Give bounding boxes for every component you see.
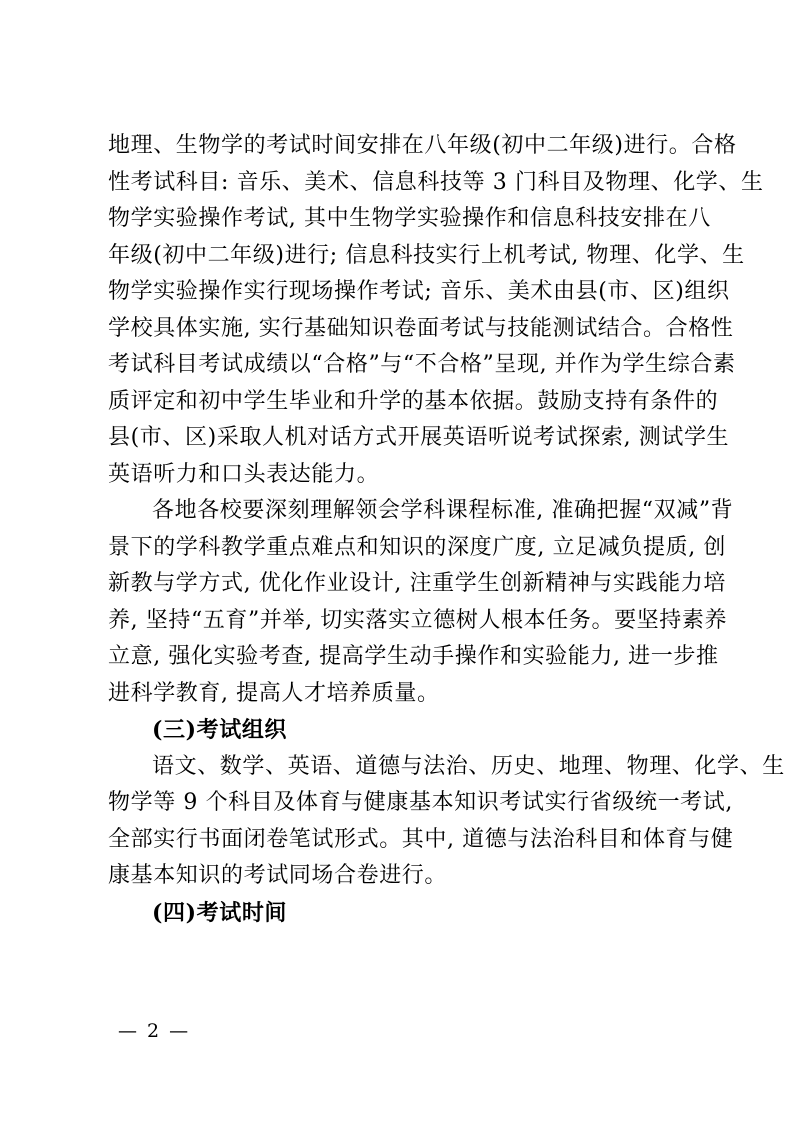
text-line: 康基本知识的考试同场合卷进行。 [108,863,448,888]
text-line: 县(市、区)采取人机对话方式开展英语听说考试探索, 测试学生 [108,425,730,450]
text-line: 英语听力和口头表达能力。 [108,461,380,487]
text-line: 学校具体实施, 实行基础知识卷面考试与技能测试结合。合格性 [108,315,734,341]
page-number: — 2 — [118,1020,191,1042]
text-line: 地理、生物学的考试时间安排在八年级(初中二年级)进行。合格 [108,133,737,158]
text-line: 全部实行书面闭卷笔试形式。其中, 道德与法治科目和体育与健 [108,826,734,852]
text-line: 新教与学方式, 优化作业设计, 注重学生创新精神与实践能力培 [108,571,726,596]
text-line: 景下的学科教学重点难点和知识的深度广度, 立足减负提质, 创 [108,534,726,560]
text-line: 物学实验操作考试, 其中生物学实验操作和信息科技安排在八 [108,206,711,231]
text-line: 物学实验操作实行现场操作考试; 音乐、美术由县(市、区)组织 [108,279,730,304]
text-line: 养, 坚持“五育”并举, 切实落实立德树人根本任务。要坚持素养 [108,607,728,633]
text-line: 进科学教育, 提高人才培养质量。 [108,680,440,706]
section-heading-exam-time: (四)考试时间 [152,899,288,926]
text-line: 质评定和初中学生毕业和升学的基本依据。鼓励支持有条件的 [108,388,719,414]
paragraph-first-line: 各地各校要深刻理解领会学科课程标准, 准确把握“双减”背 [152,498,734,523]
section-heading-exam-organization: (三)考试组织 [152,717,288,743]
paragraph-first-line: 语文、数学、英语、道德与法治、历史、地理、物理、化学、生 [152,753,785,779]
text-line: 考试科目考试成绩以“合格”与“不合格”呈现, 并作为学生综合素 [108,352,736,377]
text-line: 性考试科目: 音乐、美术、信息科技等 3 门科目及物理、化学、生 [108,169,764,195]
document-body [108,128,785,931]
text-line: 立意, 强化实验考查, 提高学生动手操作和实验能力, 进一步推 [108,644,719,669]
text-line: 物学等 9 个科目及体育与健康基本知识考试实行省级统一考试, [108,790,733,815]
text-line: 年级(初中二年级)进行; 信息科技实行上机考试, 物理、化学、生 [108,242,745,268]
